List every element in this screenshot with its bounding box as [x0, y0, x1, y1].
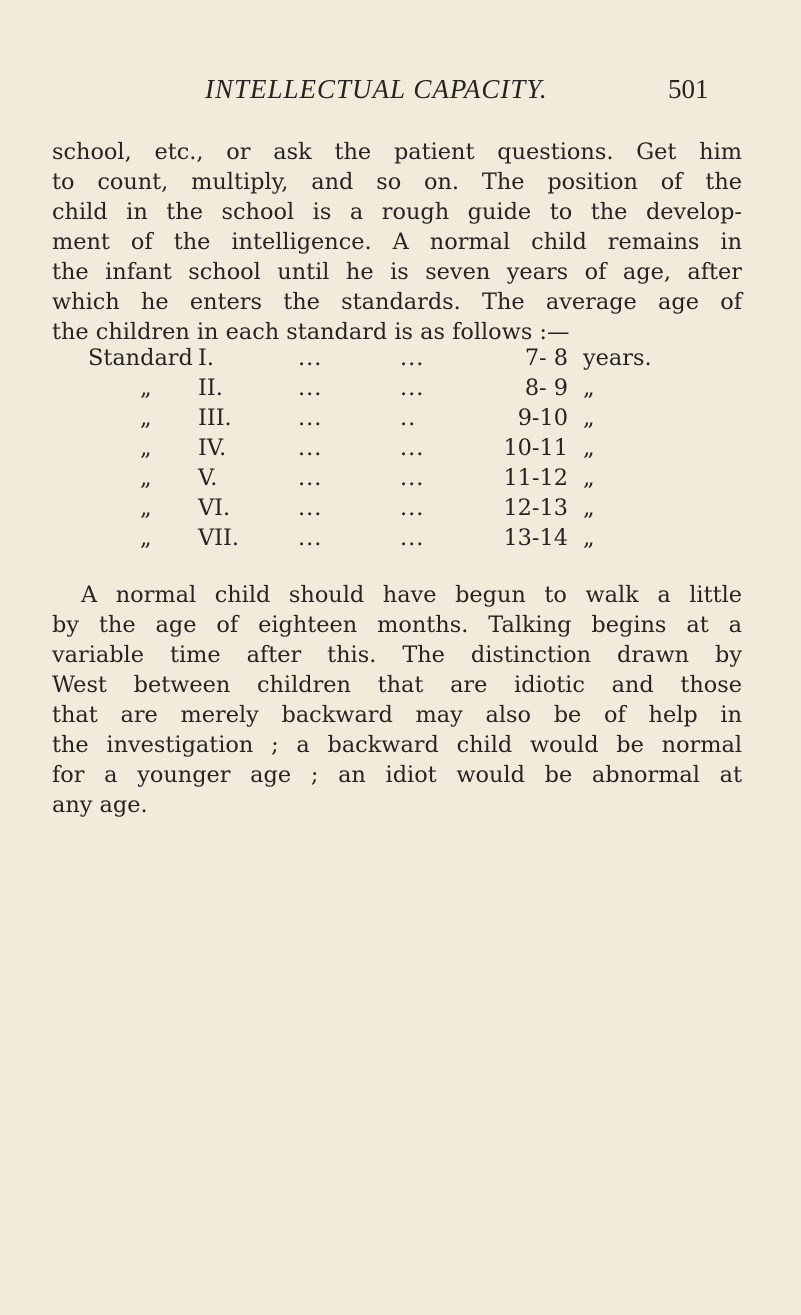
standard-numeral: II. — [198, 375, 223, 401]
standard-label: Standard — [88, 345, 193, 371]
text-line: to count, multiply, and so on. The position of the — [52, 169, 742, 195]
standard-numeral: I. — [198, 345, 214, 371]
table-row — [88, 495, 748, 525]
ditto-mark: „ — [583, 525, 595, 551]
ditto-mark: „ — [140, 405, 152, 431]
text-line: variable time after this. The distinction drawn by — [52, 642, 742, 668]
text-line: the children in each standard is as follows :— — [52, 319, 570, 345]
table-row — [88, 375, 748, 405]
table-row — [88, 435, 748, 465]
text-line: the infant school until he is seven years of age, after — [52, 259, 742, 285]
age-range: 7- 8 — [524, 345, 568, 371]
leader-dots: ... — [298, 405, 323, 431]
running-head — [0, 74, 801, 110]
age-range: 11-12 — [503, 465, 568, 491]
ditto-mark: „ — [583, 405, 595, 431]
text-line: the investigation ; a backward child would be normal — [52, 732, 742, 758]
leader-dots: ... — [400, 525, 425, 551]
ditto-mark: „ — [140, 465, 152, 491]
table-row — [88, 465, 748, 495]
ditto-mark: „ — [140, 495, 152, 521]
standard-numeral: VII. — [198, 525, 239, 551]
text-line: West between children that are idiotic and those — [52, 672, 742, 698]
running-title: INTELLECTUAL CAPACITY. — [205, 74, 548, 104]
ditto-mark: „ — [140, 525, 152, 551]
standard-numeral: III. — [198, 405, 232, 431]
leader-dots: ... — [298, 375, 323, 401]
ditto-mark: „ — [583, 495, 595, 521]
paragraph-walking — [52, 580, 742, 820]
age-range: 12-13 — [503, 495, 568, 521]
age-unit: years. — [583, 345, 652, 371]
age-range: 13-14 — [503, 525, 568, 551]
leader-dots: ... — [298, 525, 323, 551]
leader-dots: .. — [400, 405, 417, 431]
leader-dots: ... — [400, 435, 425, 461]
table-row — [88, 405, 748, 435]
text-line: for a younger age ; an idiot would be abnormal at — [52, 762, 742, 788]
leader-dots: ... — [400, 345, 425, 371]
standards-age-table — [88, 345, 748, 555]
text-line: any age. — [52, 792, 148, 818]
leader-dots: ... — [400, 375, 425, 401]
table-row — [88, 525, 748, 555]
leader-dots: ... — [298, 435, 323, 461]
leader-dots: ... — [400, 495, 425, 521]
ditto-mark: „ — [583, 375, 595, 401]
age-range: 9-10 — [517, 405, 568, 431]
table-row — [88, 345, 748, 375]
page-number: 501 — [668, 74, 709, 104]
text-line: child in the school is a rough guide to the develop- — [52, 199, 742, 225]
text-line: which he enters the standards. The average age of — [52, 289, 742, 315]
text-line: by the age of eighteen months. Talking begins at a — [52, 612, 742, 638]
standard-numeral: IV. — [198, 435, 227, 461]
leader-dots: ... — [298, 345, 323, 371]
ditto-mark: „ — [140, 435, 152, 461]
age-range: 10-11 — [503, 435, 568, 461]
text-line: that are merely backward may also be of help in — [52, 702, 742, 728]
leader-dots: ... — [298, 465, 323, 491]
leader-dots: ... — [400, 465, 425, 491]
paragraph-intro — [52, 137, 742, 347]
text-line: ment of the intelligence. A normal child remains in — [52, 229, 742, 255]
standard-numeral: VI. — [198, 495, 231, 521]
ditto-mark: „ — [583, 435, 595, 461]
ditto-mark: „ — [140, 375, 152, 401]
text-line: school, etc., or ask the patient questions. Get him — [52, 139, 742, 165]
text-line: A normal child should have begun to walk a little — [81, 582, 742, 608]
ditto-mark: „ — [583, 465, 595, 491]
standard-numeral: V. — [198, 465, 218, 491]
age-range: 8- 9 — [524, 375, 568, 401]
leader-dots: ... — [298, 495, 323, 521]
